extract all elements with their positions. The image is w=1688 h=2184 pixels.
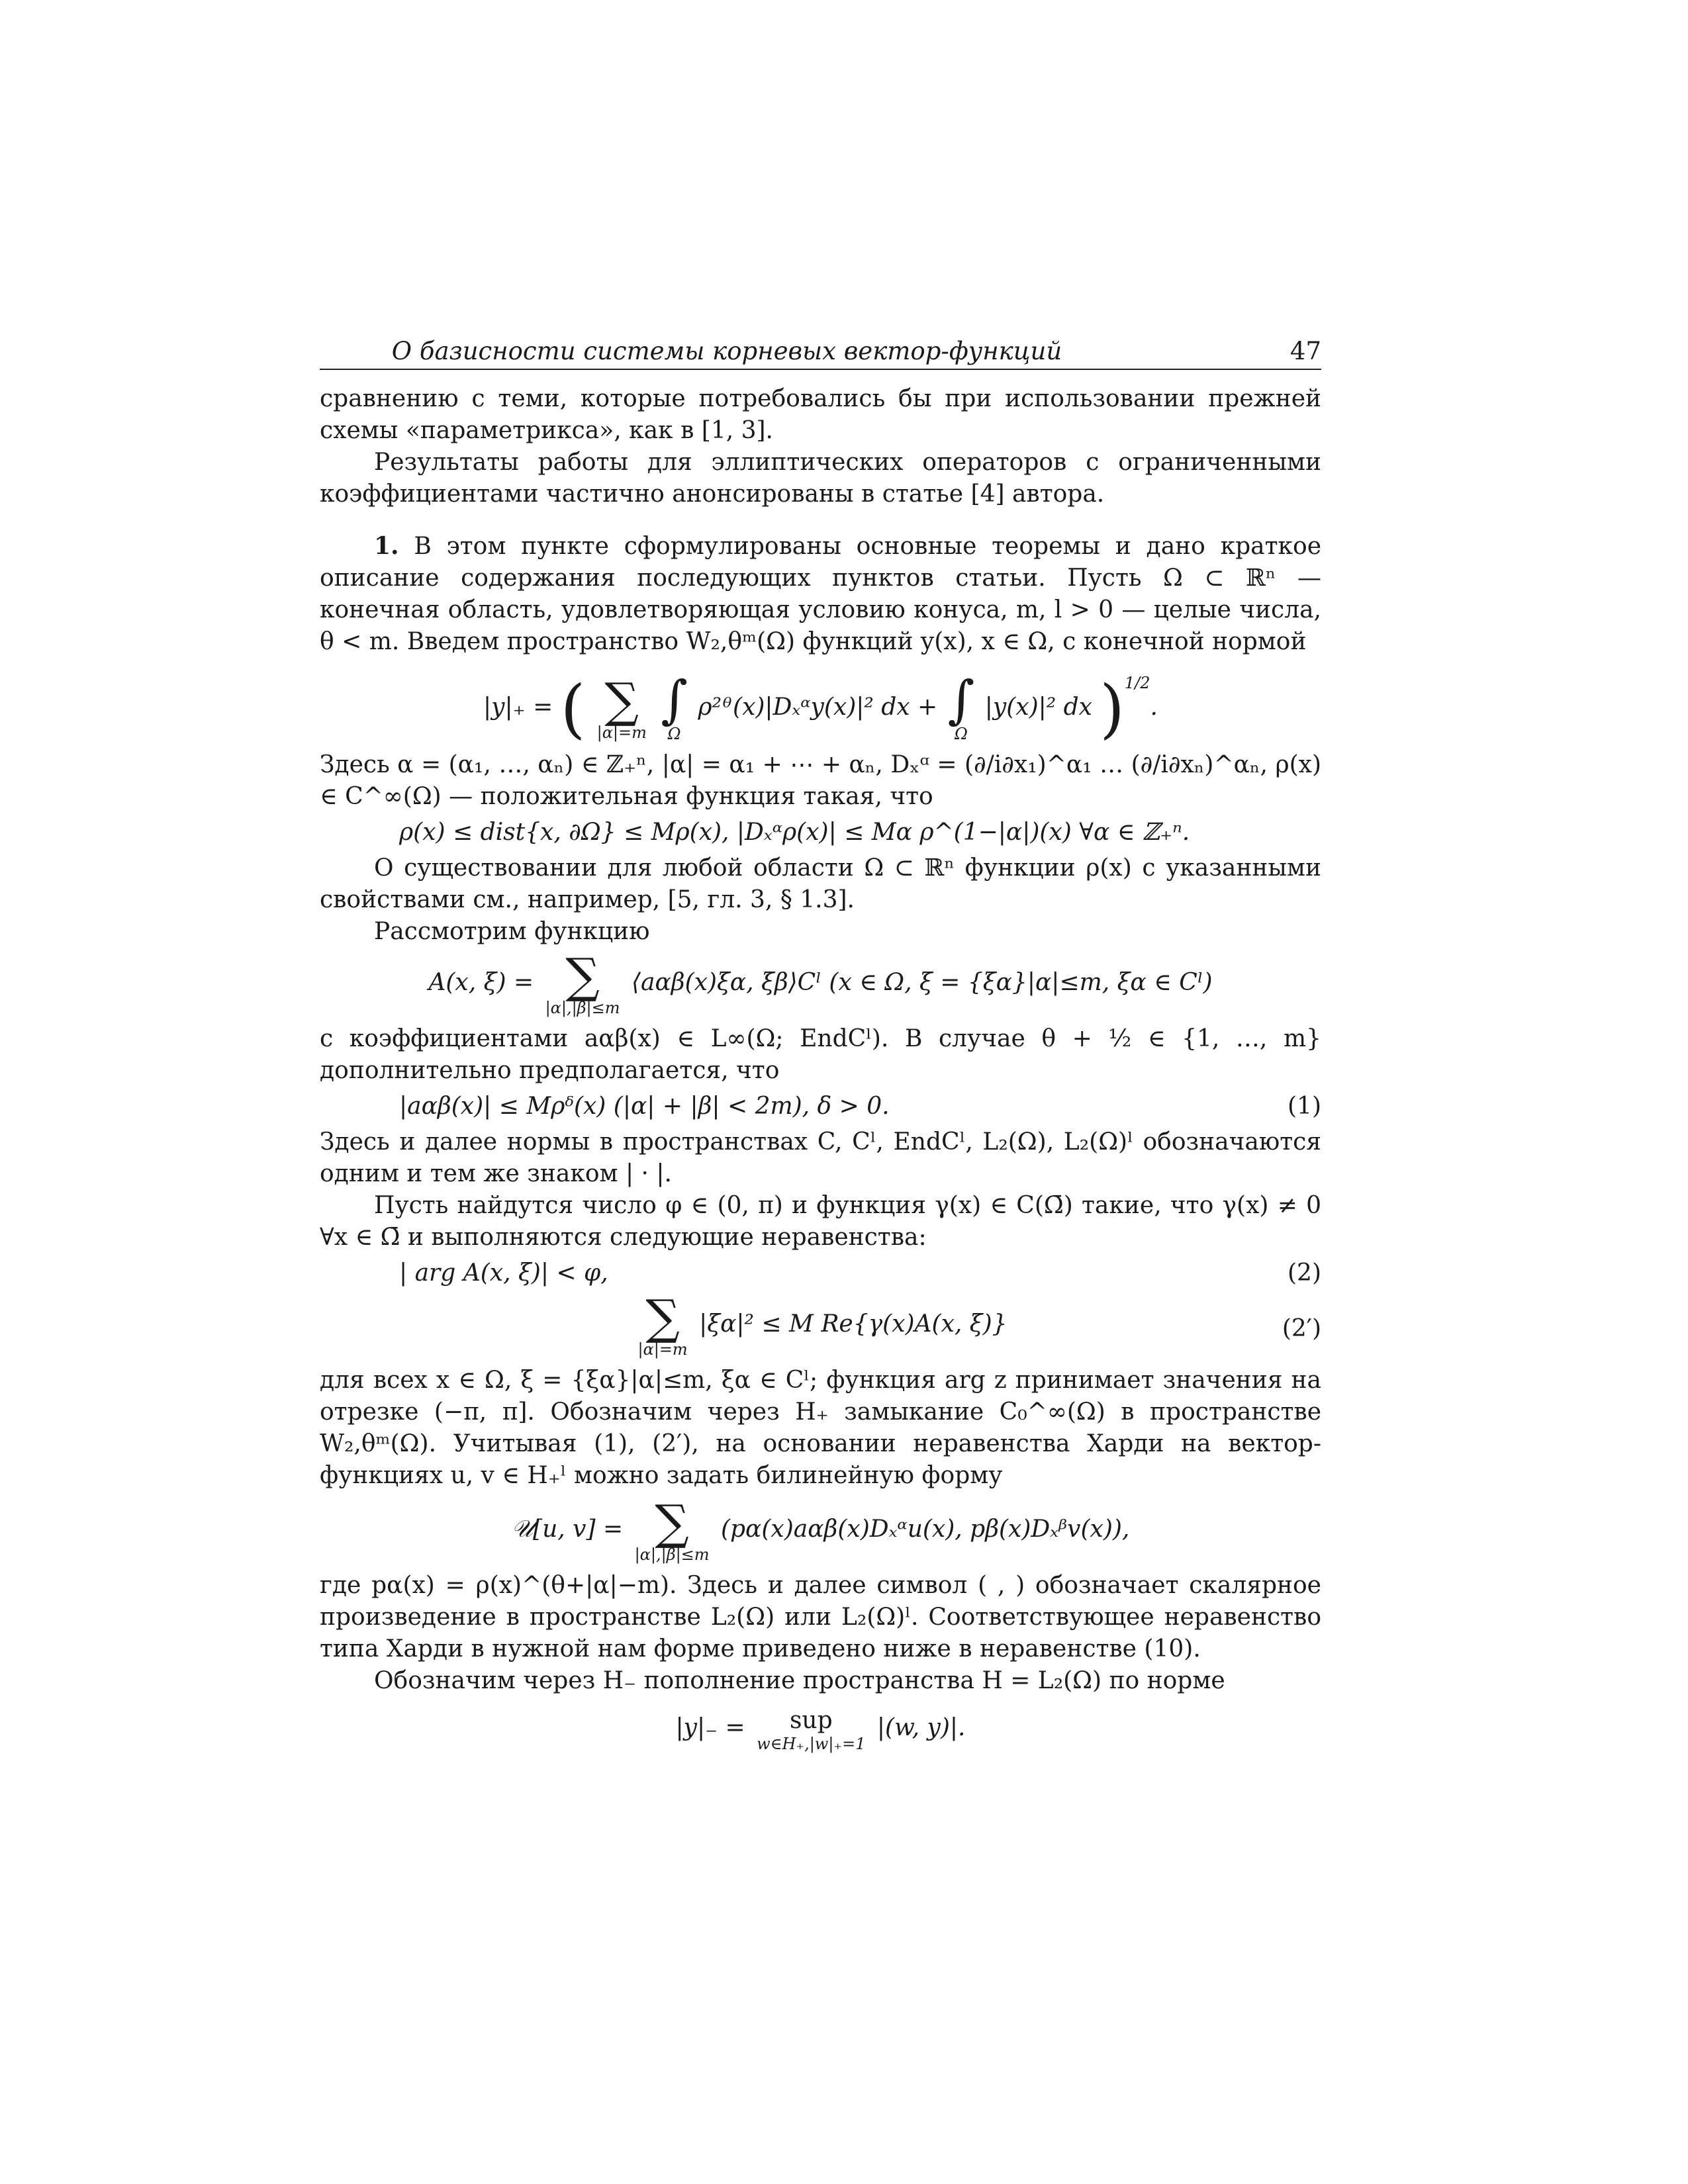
U-rhs: (pα(x)aαβ(x)Dₓᵅu(x), pβ(x)Dₓᵝv(x)), (720, 1516, 1130, 1543)
formula-2-prime (320, 1289, 1321, 1359)
paragraph: Здесь α = (α₁, …, αₙ) ∈ ℤ₊ⁿ, |α| = α₁ + ⋯ + αₙ, Dₓᵅ = (∂/i∂x₁)^α₁ … (∂/i∂xₙ)^αₙ, ρ(x) ∈ C^∞(Ω) — положительная функция такая, что (320, 751, 1322, 810)
paragraph: Пусть найдутся число φ ∈ (0, π) и функция γ(x) ∈ C(Ω̄) такие, что γ(x) ≠ 0 ∀x ∈ Ω̄ и выполняются следующие неравенства: (320, 1192, 1321, 1251)
eq1-body: |aαβ(x)| ≤ Mρᵟ(x) (|α| + |β| < 2m), δ > 0. (399, 1093, 890, 1120)
page (320, 334, 1321, 1752)
body-text (320, 383, 1321, 1752)
sup-operator: sup w∈H₊,|w|₊=1 (757, 1707, 866, 1753)
paragraph: Здесь и далее нормы в пространствах C, Cˡ, EndCˡ, L₂(Ω), L₂(Ω)ˡ обозначаются одним и тем же знаком | · |. (320, 1128, 1321, 1187)
eq2p-number: (2′) (1282, 1315, 1321, 1342)
sup-lhs: |y|₋ = (675, 1714, 745, 1741)
paragraph: с коэффициентами aαβ(x) ∈ L∞(Ω; EndCˡ). В случае θ + ½ ∈ {1, …, m} дополнительно предполагается, что (320, 1025, 1321, 1084)
eq2-body: | arg A(x, ξ)| < φ, (399, 1259, 608, 1287)
sum-symbol: ∑ |α|,|β|≤m (634, 1494, 710, 1564)
norm-power: 1/2 (1124, 674, 1150, 692)
formula-rho: ρ(x) ≤ dist{x, ∂Ω} ≤ Mρ(x), |Dₓᵅρ(x)| ≤ Mα ρ^(1−|α|)(x) ∀α ∈ ℤ₊ⁿ. (399, 819, 1190, 846)
paragraph: О существовании для любой области Ω ⊂ ℝⁿ функции ρ(x) с указанными свойствами см., например, [5, гл. 3, § 1.3]. (320, 854, 1321, 913)
page-number: 47 (1289, 337, 1321, 365)
A-rhs: ⟨aαβ(x)ξα, ξβ⟩Cˡ (x ∈ Ω, ξ = {ξα}|α|≤m, ξα ∈ Cˡ) (631, 969, 1213, 996)
sum-symbol: ∑ |α|=m (637, 1289, 688, 1359)
running-title: О базисности системы корневых вектор-функций (391, 337, 1062, 365)
formula-U (320, 1494, 1321, 1564)
paragraph: Результаты работы для эллиптических операторов с ограниченными коэффициентами частично анонсированы в статье [4] автора. (320, 449, 1321, 508)
paragraph-section-1 (320, 530, 1321, 658)
formula-2 (320, 1253, 1321, 1293)
paragraph: Обозначим через H₋ пополнение пространства H = L₂(Ω) по норме (374, 1667, 1225, 1694)
A-lhs: A(x, ξ) = (428, 969, 534, 996)
paragraph: Рассмотрим функцию (374, 918, 650, 945)
eq2-number: (2) (1288, 1259, 1321, 1287)
integral-symbol: ∫ Ω (661, 670, 688, 743)
norm-integrand-1: ρ²ᶿ(x)|Dₓᵅy(x)|² dx + (698, 694, 938, 721)
eq2p-body: |ξα|² ≤ M Re{γ(x)A(x, ξ)} (699, 1310, 1008, 1338)
norm-integrand-2: |y(x)|² dx (984, 694, 1092, 721)
formula-norm: |y|₊ = ( ∑ |α|=m ∫ Ω ρ²ᶿ(x)|Dₓᵅy(x)|² dx + ∫ Ω |y(x)|² dx )$^{1/2}$. (483, 670, 1158, 746)
paragraph: для всех x ∈ Ω, ξ = {ξα}|α|≤m, ξα ∈ Cˡ; функция arg z принимает значения на отрезке (−π, π]. Обозначим через H₊ замыкание C₀^∞(Ω) в пространстве W₂,θᵐ(Ω). Учитывая (1), (2′), на основании неравенства Харди на вектор-функциях u, v ∈ H₊ˡ можно задать билинейную форму (320, 1367, 1321, 1489)
formula-1 (320, 1087, 1321, 1126)
formula-sup (320, 1706, 1321, 1752)
paragraph: сравнению с теми, которые потребовались бы при использовании прежней схемы «параметрикса», как в [1, 3]. (320, 385, 1321, 444)
paragraph: где pα(x) = ρ(x)^(θ+|α|−m). Здесь и далее символ ( , ) обозначает скалярное произведение в пространстве L₂(Ω) или L₂(Ω)ˡ. Соответствующее неравенство типа Харди в нужной нам форме приведено ниже в неравенстве (10). (320, 1572, 1321, 1662)
sum-symbol: ∑ |α|,|β|≤m (545, 948, 620, 1017)
paragraph-text: В этом пункте сформулированы основные теоремы и дано краткое описание содержания последующих пунктов статьи. Пусть Ω ⊂ ℝⁿ — конечная область, удовлетворяющая условию конуса, m, l > 0 — целые числа, θ < m. Введем пространство W₂,θᵐ(Ω) функций y(x), x ∈ Ω, с конечной нормой (320, 533, 1321, 655)
sup-rhs: |(w, y)|. (876, 1714, 966, 1741)
U-lhs: 𝒰[u, v] = (511, 1516, 624, 1543)
running-head (320, 334, 1321, 370)
formula-A (320, 948, 1321, 1017)
integral-symbol: ∫ Ω (947, 670, 975, 743)
norm-lhs: |y|₊ = (483, 694, 553, 721)
section-number: 1. (374, 532, 399, 560)
eq1-number: (1) (1288, 1093, 1321, 1120)
sum-symbol: ∑ |α|=m (596, 672, 647, 742)
